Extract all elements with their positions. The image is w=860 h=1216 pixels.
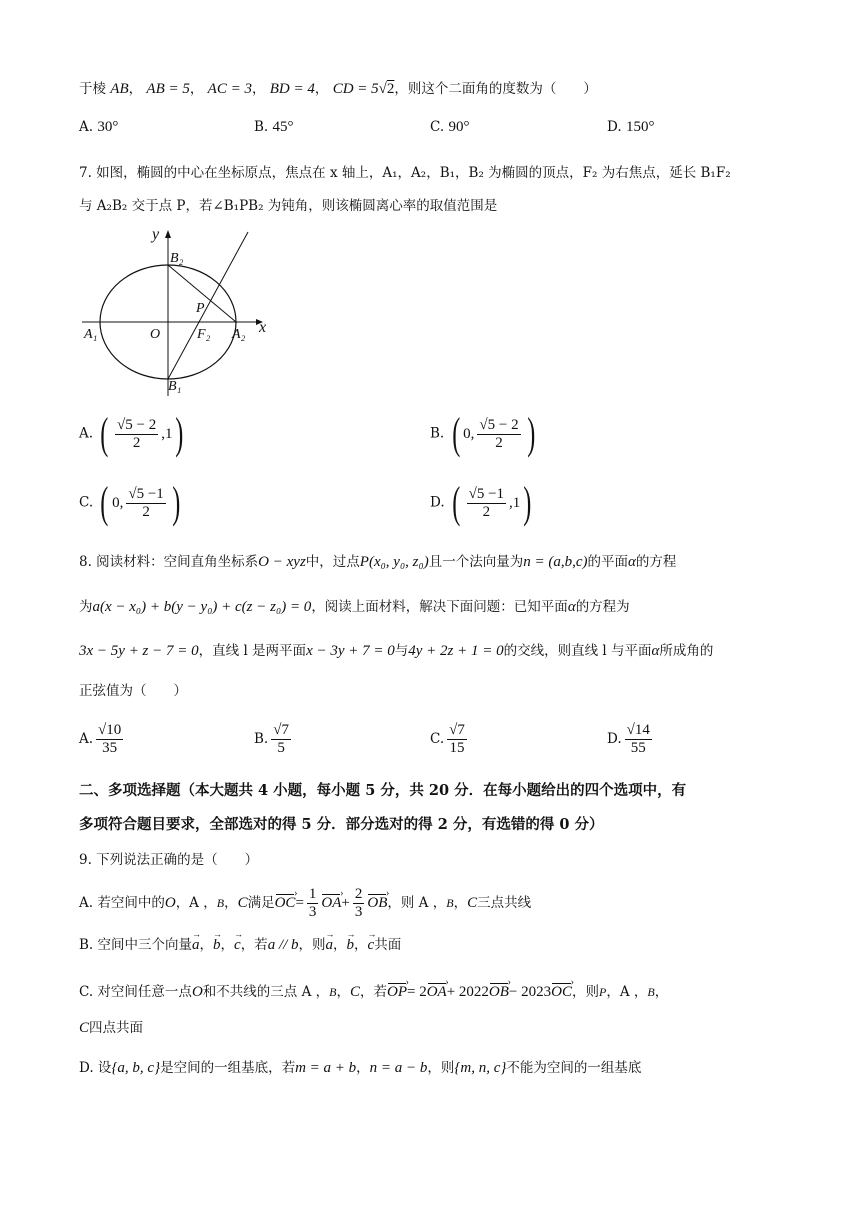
fraction-numerator: √5 − 2 bbox=[117, 416, 157, 433]
text: 的平面 bbox=[587, 554, 629, 570]
q6-cd-eq: CD = 5 bbox=[332, 81, 379, 97]
math-C: C bbox=[467, 895, 478, 911]
math-term: − 2023 bbox=[508, 984, 552, 1000]
option-label: D. bbox=[607, 119, 622, 135]
vector-ob: OB › bbox=[367, 893, 387, 913]
fraction bbox=[447, 722, 467, 757]
fraction-denominator: 2 bbox=[142, 503, 150, 520]
fraction bbox=[307, 886, 319, 921]
q6-option-c[interactable] bbox=[430, 117, 469, 137]
math-eq: = 2 bbox=[406, 984, 427, 1000]
fraction-numerator: √7 bbox=[449, 722, 465, 738]
option-value: 30° bbox=[97, 119, 119, 135]
text: 的交线，则直线 l 与平面 bbox=[503, 643, 652, 659]
math-O: O bbox=[191, 984, 203, 1000]
text: ，则 bbox=[571, 984, 599, 1000]
fraction-numerator: √5 −1 bbox=[468, 485, 505, 502]
math-term: + 2022 bbox=[446, 984, 489, 1000]
interval bbox=[97, 478, 183, 527]
fraction-denominator: 3 bbox=[354, 904, 363, 920]
fraction-numerator: √7 bbox=[273, 722, 289, 738]
right-paren: ) bbox=[526, 409, 535, 458]
section2-heading-line1: 二、多项选择题（本大题共 4 小题，每小题 5 分，共 20 分．在每小题给出的四个选项中，有 bbox=[79, 782, 687, 799]
text: 满足 bbox=[247, 895, 275, 911]
text: B. 空间中三个向量 bbox=[79, 937, 193, 953]
label-a2: A₂ bbox=[232, 327, 246, 342]
q8-option-b[interactable] bbox=[254, 722, 294, 757]
q6-option-b[interactable] bbox=[254, 117, 294, 137]
text: 所成角的 bbox=[659, 643, 714, 659]
text: 四点共面 bbox=[89, 1020, 144, 1036]
q6-ab: AB bbox=[110, 81, 129, 97]
interval-right: ,1 bbox=[509, 495, 521, 511]
fraction bbox=[625, 722, 652, 757]
math-C: C bbox=[349, 984, 360, 1000]
math-basis-set: {a, b, c} bbox=[111, 1060, 161, 1076]
text: 的方程 bbox=[635, 554, 677, 570]
vector-oc: OC › bbox=[275, 893, 296, 913]
text: ， bbox=[354, 937, 368, 953]
vector-oa: OA › bbox=[427, 982, 447, 1002]
math-point: P(x₀, y₀, z₀) bbox=[359, 554, 429, 570]
vector-op: OP › bbox=[387, 982, 407, 1002]
math-eq: 3x − 5y + z − 7 = 0 bbox=[79, 643, 199, 659]
option-label: C. bbox=[430, 731, 445, 747]
interval-left: 0, bbox=[112, 495, 124, 511]
text: 是空间的一组基底，若 bbox=[160, 1060, 296, 1076]
math-new-set: {m, n, c} bbox=[454, 1060, 507, 1076]
text: ，直线 l 是两平面 bbox=[198, 643, 307, 659]
text: 不能为空间的一组基底 bbox=[506, 1060, 642, 1076]
option-label: A. bbox=[79, 119, 94, 135]
label-a1: A₁ bbox=[84, 327, 98, 342]
math-eq: 4y + 2z + 1 = 0 bbox=[408, 643, 504, 659]
option-label: A. bbox=[79, 731, 94, 747]
q6-option-a[interactable] bbox=[79, 117, 118, 137]
left-paren: ( bbox=[100, 409, 109, 458]
text: ，则 A ， bbox=[387, 895, 447, 911]
text: ， bbox=[224, 895, 238, 911]
vector-c: → c bbox=[234, 935, 241, 955]
fraction bbox=[271, 722, 291, 757]
option-label: D. bbox=[607, 731, 622, 747]
vector-b: → b bbox=[213, 935, 221, 955]
q6-bd-eq: BD = 4 bbox=[269, 81, 315, 97]
q7-option-b[interactable] bbox=[430, 409, 538, 458]
q8-option-a[interactable] bbox=[79, 722, 126, 757]
q8-stem-line1 bbox=[79, 552, 676, 572]
interval-left: 0, bbox=[463, 426, 475, 442]
section2-heading-line2: 多项符合题目要求，全部选对的得 5 分．部分选对的得 2 分，有选错的得 0 分） bbox=[79, 816, 604, 833]
q7-option-d[interactable] bbox=[430, 478, 535, 527]
fraction-numerator: √14 bbox=[626, 722, 650, 738]
text: ，A ， bbox=[606, 984, 648, 1000]
interval bbox=[449, 478, 535, 527]
q9-option-d[interactable] bbox=[79, 1058, 641, 1078]
left-paren: ( bbox=[100, 478, 109, 527]
text: D. 设 bbox=[79, 1060, 112, 1076]
math-C: C bbox=[79, 1020, 90, 1036]
q9-option-a[interactable] bbox=[79, 886, 531, 921]
math-B: B bbox=[329, 985, 337, 999]
text: ，A ， bbox=[175, 895, 217, 911]
fraction-denominator: 2 bbox=[132, 434, 141, 451]
label-o: O bbox=[150, 327, 161, 342]
option-label: D. bbox=[430, 494, 445, 511]
text: ，则 bbox=[427, 1060, 455, 1076]
text: ， bbox=[336, 984, 350, 1000]
text: 8. 阅读材料：空间直角坐标系 bbox=[79, 554, 259, 570]
math-normal: n = (a,b,c) bbox=[523, 554, 588, 570]
math-P: P bbox=[598, 985, 607, 999]
option-label: B. bbox=[430, 425, 445, 442]
right-paren: ) bbox=[523, 478, 532, 527]
fraction-numerator: √10 bbox=[98, 722, 122, 738]
q9-option-b[interactable] bbox=[79, 935, 401, 955]
math-eq: x − 3y + 7 = 0 bbox=[306, 643, 395, 659]
interval-right: ,1 bbox=[161, 426, 173, 442]
q6-suffix: ，则这个二面角的度数为（ ） bbox=[394, 81, 597, 97]
math-O: O bbox=[164, 895, 176, 911]
math-system: O − xyz bbox=[258, 554, 306, 570]
text: ， bbox=[333, 937, 347, 953]
interval bbox=[449, 409, 539, 458]
q8-option-c[interactable] bbox=[430, 722, 470, 757]
math-alpha: α bbox=[628, 554, 636, 570]
vector-c: → c bbox=[368, 935, 375, 955]
fraction-denominator: 55 bbox=[630, 740, 646, 756]
text: ， bbox=[220, 937, 235, 953]
option-value: 150° bbox=[625, 119, 655, 135]
option-label: B. bbox=[254, 119, 269, 135]
label-b1: B₁ bbox=[168, 379, 182, 394]
vector-oc: OC › bbox=[551, 982, 572, 1002]
math-B: B bbox=[647, 985, 655, 999]
q8-stem-line3 bbox=[79, 641, 713, 661]
left-paren: ( bbox=[451, 409, 460, 458]
ellipse-figure bbox=[80, 222, 280, 400]
label-y: y bbox=[152, 226, 160, 243]
q6-stem-tail: 于棱 AB， AB = 5， AC = 3， BD = 4， CD = 5√2，则这个二面角的度数为（ ） bbox=[79, 81, 597, 97]
right-paren: ) bbox=[175, 409, 184, 458]
fraction bbox=[477, 417, 520, 452]
text: ，则 bbox=[298, 937, 326, 953]
math-B: B bbox=[216, 896, 225, 910]
q7-option-a[interactable] bbox=[79, 409, 187, 458]
option-value: 90° bbox=[448, 119, 470, 135]
text: ， bbox=[356, 1060, 370, 1076]
fraction bbox=[353, 886, 365, 921]
vector-a: → a bbox=[192, 935, 200, 955]
math-parallel: a // b bbox=[267, 937, 299, 953]
math-alpha: α bbox=[567, 599, 576, 615]
q7-stem-line2: 与 A₂B₂ 交于点 P，若∠B₁PB₂ 为钝角，则该椭圆离心率的取值范围是 bbox=[79, 198, 498, 214]
q7-stem-line1: 7. 如图，椭圆的中心在坐标原点，焦点在 x 轴上，A₁，A₂，B₁，B₂ 为椭圆的顶点，F₂ 为右焦点，延长 B₁F₂ bbox=[79, 165, 731, 181]
text: 且一个法向量为 bbox=[428, 554, 524, 570]
math-eq-sign: = bbox=[295, 895, 304, 911]
fraction-numerator: 2 bbox=[354, 886, 363, 902]
text: 为 bbox=[79, 599, 93, 615]
fraction bbox=[126, 486, 165, 521]
option-label: B. bbox=[254, 731, 269, 747]
fraction-numerator: √5 − 2 bbox=[479, 416, 519, 433]
option-label: C. bbox=[430, 119, 445, 135]
math-plane-eq: a(x − x₀) + b(y − y₀) + c(z − z₀) = 0 bbox=[92, 599, 312, 615]
text: ，阅读上面材料，解决下面问题：已知平面 bbox=[311, 599, 568, 615]
text: ， bbox=[199, 937, 214, 953]
interval bbox=[97, 409, 187, 458]
text: ，若 bbox=[359, 984, 387, 1000]
text: ， bbox=[654, 984, 669, 1000]
right-paren: ) bbox=[172, 478, 181, 527]
fraction-denominator: 2 bbox=[482, 503, 491, 520]
fraction-denominator: 5 bbox=[277, 740, 285, 756]
q6-cd-root: 2 bbox=[386, 81, 395, 97]
q8-stem-line2 bbox=[79, 597, 630, 617]
text: ，若 bbox=[240, 937, 268, 953]
text: 与 bbox=[394, 643, 409, 659]
y-axis-arrow bbox=[165, 230, 171, 238]
label-f2: F₂ bbox=[197, 327, 211, 342]
option-label: C. bbox=[79, 494, 94, 511]
left-paren: ( bbox=[452, 478, 461, 527]
label-p: P bbox=[196, 301, 205, 316]
fraction bbox=[467, 486, 506, 521]
fraction bbox=[96, 722, 123, 757]
label-x: x bbox=[259, 319, 267, 336]
option-label: A. bbox=[79, 425, 94, 442]
fraction-denominator: 15 bbox=[449, 740, 465, 756]
vector-oa: OA › bbox=[321, 893, 341, 913]
fraction-denominator: 35 bbox=[102, 740, 118, 756]
vector-ob: OB › bbox=[489, 982, 509, 1002]
q9-option-c-line2 bbox=[79, 1018, 143, 1038]
q9-stem: 9. 下列说法正确的是（ ） bbox=[79, 852, 259, 868]
label-b2: B₂ bbox=[170, 251, 184, 266]
vector-b: → b bbox=[347, 935, 355, 955]
text: 的方程为 bbox=[575, 599, 630, 615]
text: 中，过点 bbox=[305, 554, 360, 570]
q6-ab-eq: AB = 5 bbox=[146, 81, 190, 97]
vector-a: → a bbox=[326, 935, 334, 955]
q6-ac-eq: AC = 3 bbox=[207, 81, 252, 97]
q8-option-d[interactable] bbox=[607, 722, 655, 757]
text: C. 对空间任意一点 bbox=[79, 984, 192, 1000]
q7-option-c[interactable] bbox=[79, 478, 183, 527]
fraction-denominator: 3 bbox=[308, 904, 317, 920]
sqrt-sign: √ bbox=[378, 81, 387, 97]
q6-prefix: 于棱 bbox=[79, 81, 106, 97]
math-n-def: n = a − b bbox=[369, 1060, 428, 1076]
math-C: C bbox=[237, 895, 248, 911]
math-m-def: m = a + b bbox=[295, 1060, 357, 1076]
math-plus: + bbox=[341, 895, 350, 911]
text: 和不共线的三点 A ， bbox=[202, 984, 330, 1000]
q9-option-c[interactable] bbox=[79, 982, 668, 1002]
fraction-numerator: √5 −1 bbox=[128, 485, 164, 502]
math-B: B bbox=[446, 896, 454, 910]
math-alpha: α bbox=[651, 643, 660, 659]
q8-stem-line4: 正弦值为（ ） bbox=[79, 683, 187, 699]
q6-option-d[interactable] bbox=[607, 117, 654, 137]
fraction-numerator: 1 bbox=[308, 886, 317, 902]
text: 三点共线 bbox=[477, 895, 532, 911]
text: A. 若空间中的 bbox=[79, 895, 165, 911]
fraction-denominator: 2 bbox=[495, 434, 503, 451]
text: 共面 bbox=[374, 937, 402, 953]
fraction bbox=[115, 417, 158, 452]
option-value: 45° bbox=[272, 119, 294, 135]
text: ， bbox=[453, 895, 468, 911]
